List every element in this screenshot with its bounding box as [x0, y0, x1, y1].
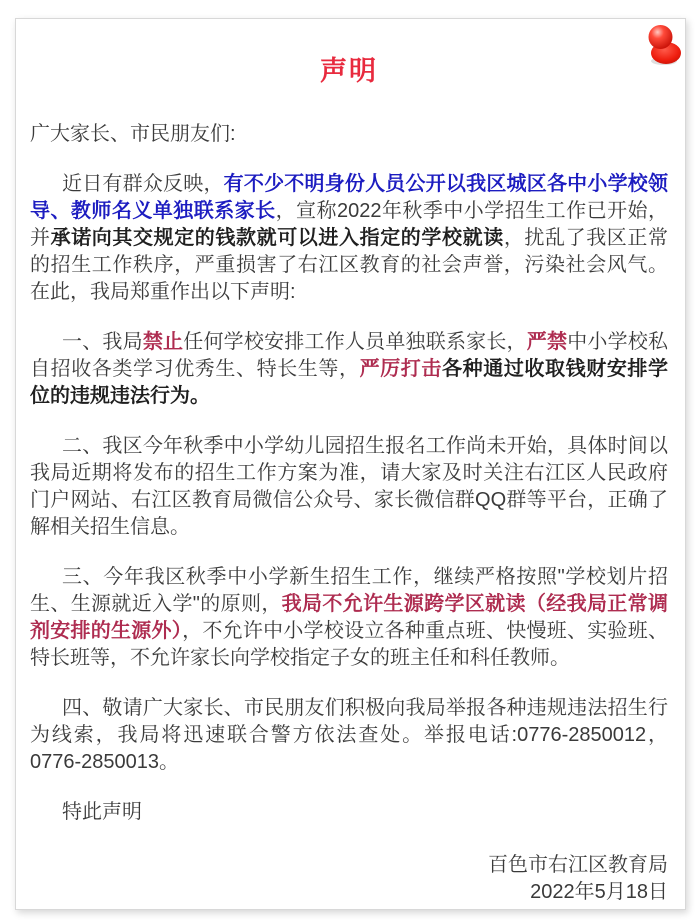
closing-line: 特此声明: [62, 801, 142, 823]
text-segment-bold-blue: 有不少不明身份人员公开以我区城区各中小学校领导、教师名义单独联系家长: [30, 173, 669, 222]
text-segment-bold-black: 各种通过收取钱财安排学位的违规违法行为。: [30, 358, 669, 407]
salutation: 广大家长、市民朋友们:: [30, 123, 236, 145]
text-segment-normal: 一、我局: [62, 331, 143, 353]
text-segment-normal: 二、我区今年秋季中小学幼儿园招生报名工作尚未开始，具体时间以我局近期将发布的招生工作方案为准，请大家及时关注右江区人民政府门户网站、右江区教育局微信公众号、家长微信群QQ群等平台，正确了解相关招生信息。: [30, 435, 668, 538]
statement-paragraph: [30, 329, 668, 410]
text-segment-normal: 中小学校私自招收各类学习优秀生、特长生等，: [30, 331, 669, 380]
text-segment-bold-crimson: 严厉打击: [359, 358, 443, 380]
statement-card: [15, 18, 686, 910]
text-segment-normal: 任何学校安排工作人员单独联系家长，: [183, 331, 527, 353]
text-segment-normal: 四、敬请广大家长、市民朋友们积极向我局举报各种违规违法招生行为线索，我局将迅速联合警方依法查处。举报电话:0776-2850012，0776-2850013。: [30, 697, 668, 773]
pushpin-icon: [647, 24, 683, 66]
text-segment-bold-crimson: 禁止: [142, 331, 184, 353]
text-segment-bold-crimson: 我局不允许生源跨学区就读（经我局正常调剂安排的生源外）: [30, 593, 668, 642]
issuer-name: 百色市右江区教育局: [488, 854, 668, 876]
statement-paragraph: [30, 695, 668, 776]
text-segment-normal: 三、今年我区秋季中小学新生招生工作，继续严格按照"学校划片招生、生源就近入学"的原则，: [30, 566, 668, 615]
text-segment-normal: ，宣称2022年秋季中小学招生工作已开始，并: [30, 200, 668, 249]
text-segment-normal: 近日有群众反映，: [62, 173, 224, 195]
text-segment-bold-black: 承诺向其交规定的钱款就可以进入指定的学校就读: [50, 227, 504, 249]
statement-title: 声明: [320, 56, 378, 86]
statement-paragraph: [30, 433, 668, 541]
signature-block: [30, 852, 668, 906]
statement-paragraphs: [30, 171, 668, 776]
statement-paragraph: [30, 171, 668, 306]
statement-paragraph: [30, 564, 668, 672]
issue-date: 2022年5月18日: [530, 881, 668, 903]
text-segment-normal: ，不允许中小学校设立各种重点班、快慢班、实验班、特长班等，不允许家长向学校指定子女的班主任和科任教师。: [30, 620, 669, 669]
text-segment-normal: ，扰乱了我区正常的招生工作秩序，严重损害了右江区教育的社会声誉，污染社会风气。在此，我局郑重作出以下声明:: [30, 227, 669, 303]
text-segment-bold-crimson: 严禁: [526, 331, 568, 353]
